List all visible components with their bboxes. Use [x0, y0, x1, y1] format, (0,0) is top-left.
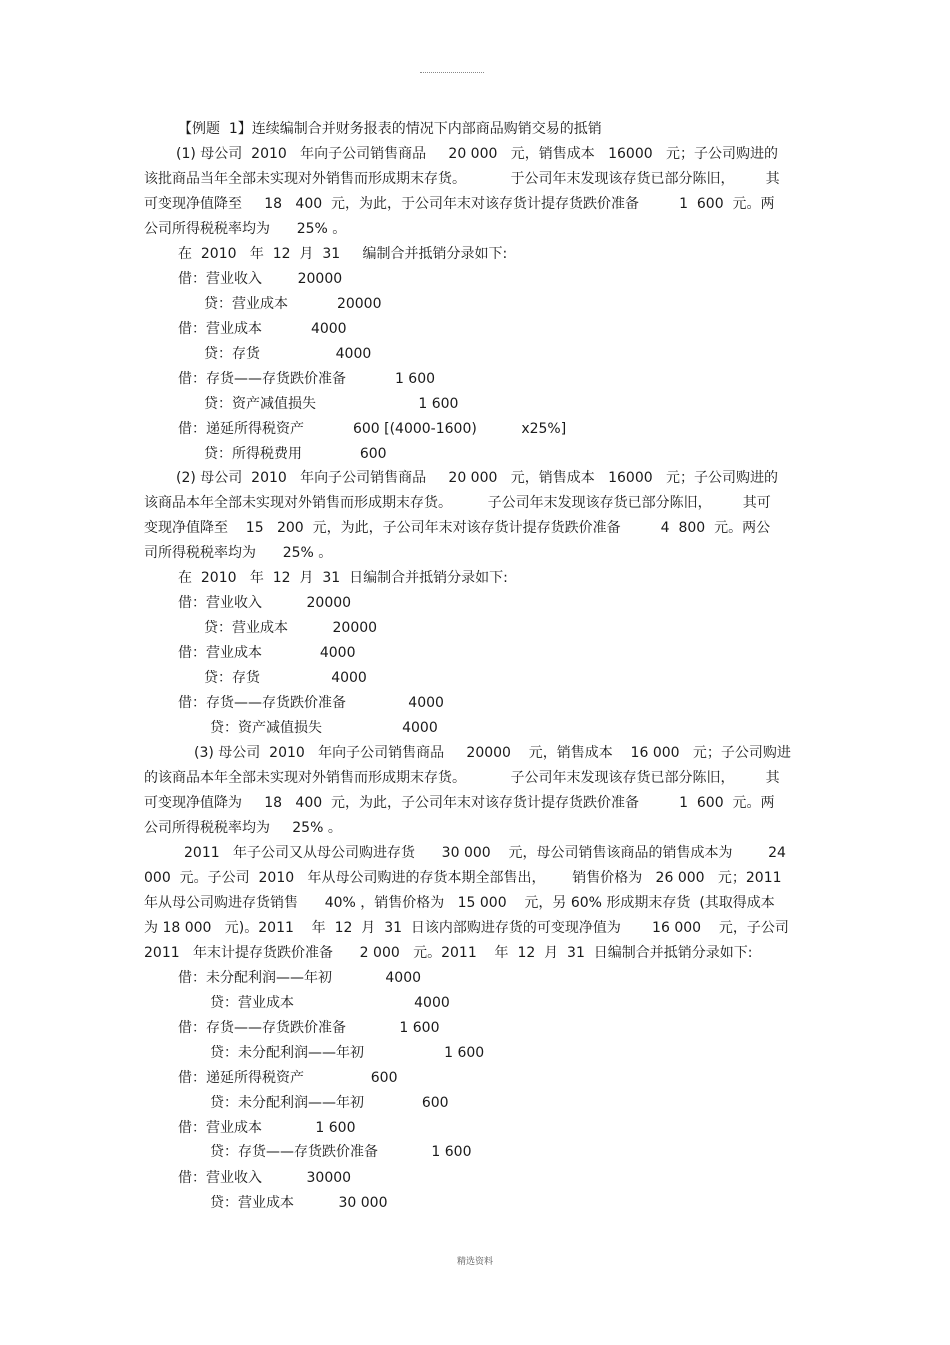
- paragraph-line: 2011 年末计提存货跌价准备 2 000 元。2011 年 12 月 31 日编制合并抵销分录如下:: [144, 945, 753, 961]
- journal-entry-debit: 借：存货——存货跌价准备 1 600: [178, 1020, 440, 1036]
- journal-entry-credit: 贷：存货 4000: [204, 346, 372, 362]
- journal-entry-debit: 借：营业成本 4000: [178, 645, 356, 661]
- journal-entry-credit: 贷：营业成本 4000: [210, 995, 450, 1011]
- paragraph-line: 可变现净值降为 18 400 元，为此，子公司年末对该存货计提存货跌价准备 1 600 元。两: [144, 795, 775, 811]
- journal-entry-credit: 贷：存货 4000: [204, 670, 367, 686]
- paragraph-line: 000 元。子公司 2010 年从母公司购进的存货本期全部售出， 销售价格为 26 000 元；2011: [144, 870, 782, 886]
- journal-entry-debit: 借：未分配利润——年初 4000: [178, 970, 422, 986]
- paragraph-line: 年从母公司购进存货销售 40% ，销售价格为 15 000 元，另 60% 形成期末存货 (其取得成本: [144, 895, 775, 911]
- paragraph-line: 在 2010 年 12 月 31 日编制合并抵销分录如下:: [178, 570, 508, 586]
- paragraph-line: 变现净值降至 15 200 元，为此，子公司年末对该存货计提存货跌价准备 4 800 元。两公: [144, 520, 771, 536]
- paragraph-line: 公司所得税税率均为 25% 。: [144, 820, 342, 836]
- example-title: 【例题 1】连续编制合并财务报表的情况下内部商品购销交易的抵销: [178, 121, 602, 137]
- journal-entry-credit: 贷：资产减值损失 4000: [210, 720, 438, 736]
- paragraph-line: 的该商品本年全部未实现对外销售而形成期末存货。 子公司年末发现该存货已部分陈旧， 其: [144, 770, 780, 786]
- paragraph-line: 2011 年子公司又从母公司购进存货 30 000 元，母公司销售该商品的销售成本为 24: [184, 845, 786, 861]
- header-dotted-rule: [420, 72, 484, 73]
- journal-entry-credit: 贷：未分配利润——年初 600: [210, 1095, 449, 1111]
- paragraph-line: 该商品本年全部未实现对外销售而形成期末存货。 子公司年末发现该存货已部分陈旧， 其可: [144, 495, 771, 511]
- paragraph-line: 可变现净值降至 18 400 元，为此，于公司年末对该存货计提存货跌价准备 1 600 元。两: [144, 196, 775, 212]
- journal-entry-debit: 借：递延所得税资产 600 [(4000-1600) x25%]: [178, 421, 567, 437]
- paragraph-line: 该批商品当年全部未实现对外销售而形成期末存货。 于公司年末发现该存货已部分陈旧， 其: [144, 171, 780, 187]
- page-footer: 精选资料: [456, 1257, 493, 1267]
- paragraph-line: 公司所得税税率均为 25% 。: [144, 221, 347, 237]
- journal-entry-credit: 贷：营业成本 20000: [204, 296, 382, 312]
- journal-entry-debit: 借：递延所得税资产 600: [178, 1070, 398, 1086]
- journal-entry-credit: 贷：营业成本 30 000: [210, 1195, 388, 1211]
- paragraph-line: 为 18 000 元)。2011 年 12 月 31 日该内部购进存货的可变现净值为 16 000 元，子公司: [144, 920, 789, 936]
- journal-entry-credit: 贷：未分配利润——年初 1 600: [210, 1045, 485, 1061]
- paragraph-line: (3) 母公司 2010 年向子公司销售商品 20000 元，销售成本 16 000 元；子公司购进: [194, 745, 791, 761]
- paragraph-line: 在 2010 年 12 月 31 编制合并抵销分录如下:: [178, 246, 508, 262]
- journal-entry-credit: 贷：资产减值损失 1 600: [204, 396, 459, 412]
- journal-entry-credit: 贷：存货——存货跌价准备 1 600: [210, 1144, 472, 1160]
- paragraph-line: (1) 母公司 2010 年向子公司销售商品 20 000 元，销售成本 16000 元；子公司购进的: [176, 146, 778, 162]
- journal-entry-debit: 借：存货——存货跌价准备 1 600: [178, 371, 436, 387]
- journal-entry-debit: 借：存货——存货跌价准备 4000: [178, 695, 444, 711]
- journal-entry-debit: 借：营业收入 20000: [178, 271, 343, 287]
- journal-entry-credit: 贷：营业成本 20000: [204, 620, 378, 636]
- journal-entry-debit: 借：营业收入 30000: [178, 1170, 352, 1186]
- paragraph-line: (2) 母公司 2010 年向子公司销售商品 20 000 元，销售成本 16000 元；子公司购进的: [176, 470, 778, 486]
- journal-entry-debit: 借：营业收入 20000: [178, 595, 352, 611]
- journal-entry-debit: 借：营业成本 4000: [178, 321, 347, 337]
- paragraph-line: 司所得税税率均为 25% 。: [144, 545, 333, 561]
- journal-entry-debit: 借：营业成本 1 600: [178, 1120, 356, 1136]
- journal-entry-credit: 贷：所得税费用 600: [204, 446, 387, 462]
